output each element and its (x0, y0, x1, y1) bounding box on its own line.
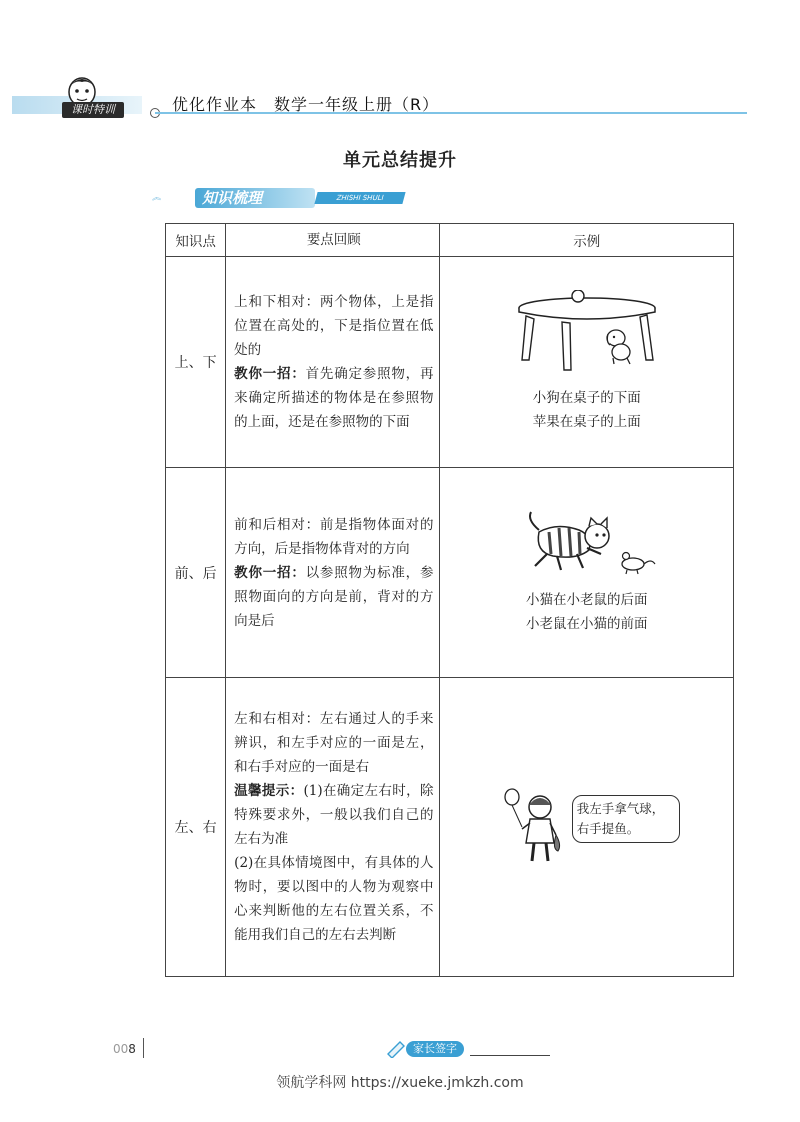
sign-label: 家长签字 (406, 1041, 464, 1057)
banner-title: 知识梳理 (202, 189, 263, 207)
table-header-row (166, 224, 734, 257)
table-row (166, 257, 734, 468)
topic-cell: 左、右 (166, 678, 226, 977)
example-caption: 小老鼠在小猫的前面 (525, 615, 648, 632)
book-title: 优化作业本 数学一年级上册（R） (172, 95, 440, 114)
review-text: 左和右相对：左右通过人的手来辨识，和左手对应的一面是左，和右手对应的一面是右 (234, 711, 434, 775)
review-cell (226, 678, 440, 977)
review-text: 上和下相对：两个物体，上是指位置在高处的，下是指位置在低处的 (234, 294, 434, 358)
signature-line[interactable] (470, 1055, 550, 1056)
header-review: 要点回顾 (226, 224, 440, 257)
topic-cell: 前、后 (166, 468, 226, 678)
header-example: 示例 (440, 224, 734, 257)
section-title: 单元总结提升 (343, 150, 457, 171)
topic-cell: 上、下 (166, 257, 226, 468)
review-cell (226, 257, 440, 468)
speech-bubble (572, 795, 680, 843)
footer-url: 领航学科网 https://xueke.jmkzh.com (276, 1075, 524, 1091)
bubble-line: 我左手拿气球， (576, 801, 665, 816)
tip-text: 以参照物为标准，参照物面向的方向是前，背对的方向是后 (234, 564, 434, 629)
girl-example (502, 787, 672, 867)
example-caption: 苹果在桌子的上面 (532, 414, 641, 430)
review-text: 前和后相对：前是指物体面对的方向，后是指物体背对的方向 (234, 516, 434, 557)
tip-label: 教你一招： (234, 564, 306, 581)
tip-label: 教你一招： (234, 366, 306, 382)
tip-label: 温馨提示： (234, 783, 304, 799)
example-cell (440, 678, 734, 977)
review-cell (226, 468, 440, 678)
example-caption: 小狗在桌子的下面 (532, 390, 641, 406)
page-prefix: 00 (113, 1042, 129, 1056)
bubble-line: 右手提鱼。 (576, 821, 640, 836)
example-caption: 小猫在小老鼠的后面 (525, 591, 648, 608)
header-topic: 知识点 (166, 224, 226, 257)
page-divider (143, 1038, 144, 1058)
example-cell (440, 468, 734, 678)
girl-with-balloon-illustration (502, 787, 572, 867)
tip-text: 首先确定参照物，再来确定所描述的物体是在参照物的上面，还是在参照物的下面 (234, 366, 434, 430)
cat-chasing-mouse-illustration (517, 510, 657, 580)
tip-text-2: (2)在具体情境图中，有具体的人物时，要以图中的人物为观察中心来判断他的左右位置关系，不能用我们自己的左右去判断 (234, 855, 434, 943)
table-row (166, 468, 734, 678)
knowledge-table (165, 223, 734, 977)
example-cell (440, 257, 734, 468)
pencil-icon (386, 1040, 406, 1058)
table-with-dog-illustration (512, 290, 662, 376)
page-number (113, 1042, 136, 1056)
tip-text: (1)在确定左右时，除特殊要求外，一般以我们自己的左右为准 (234, 783, 434, 847)
parent-sign-badge (386, 1040, 466, 1058)
table-row (166, 678, 734, 977)
header-badge: 课时特训 (62, 102, 124, 118)
banner-subtitle: ZHISHI SHULI (314, 192, 405, 204)
page-number-value: 8 (128, 1042, 136, 1056)
